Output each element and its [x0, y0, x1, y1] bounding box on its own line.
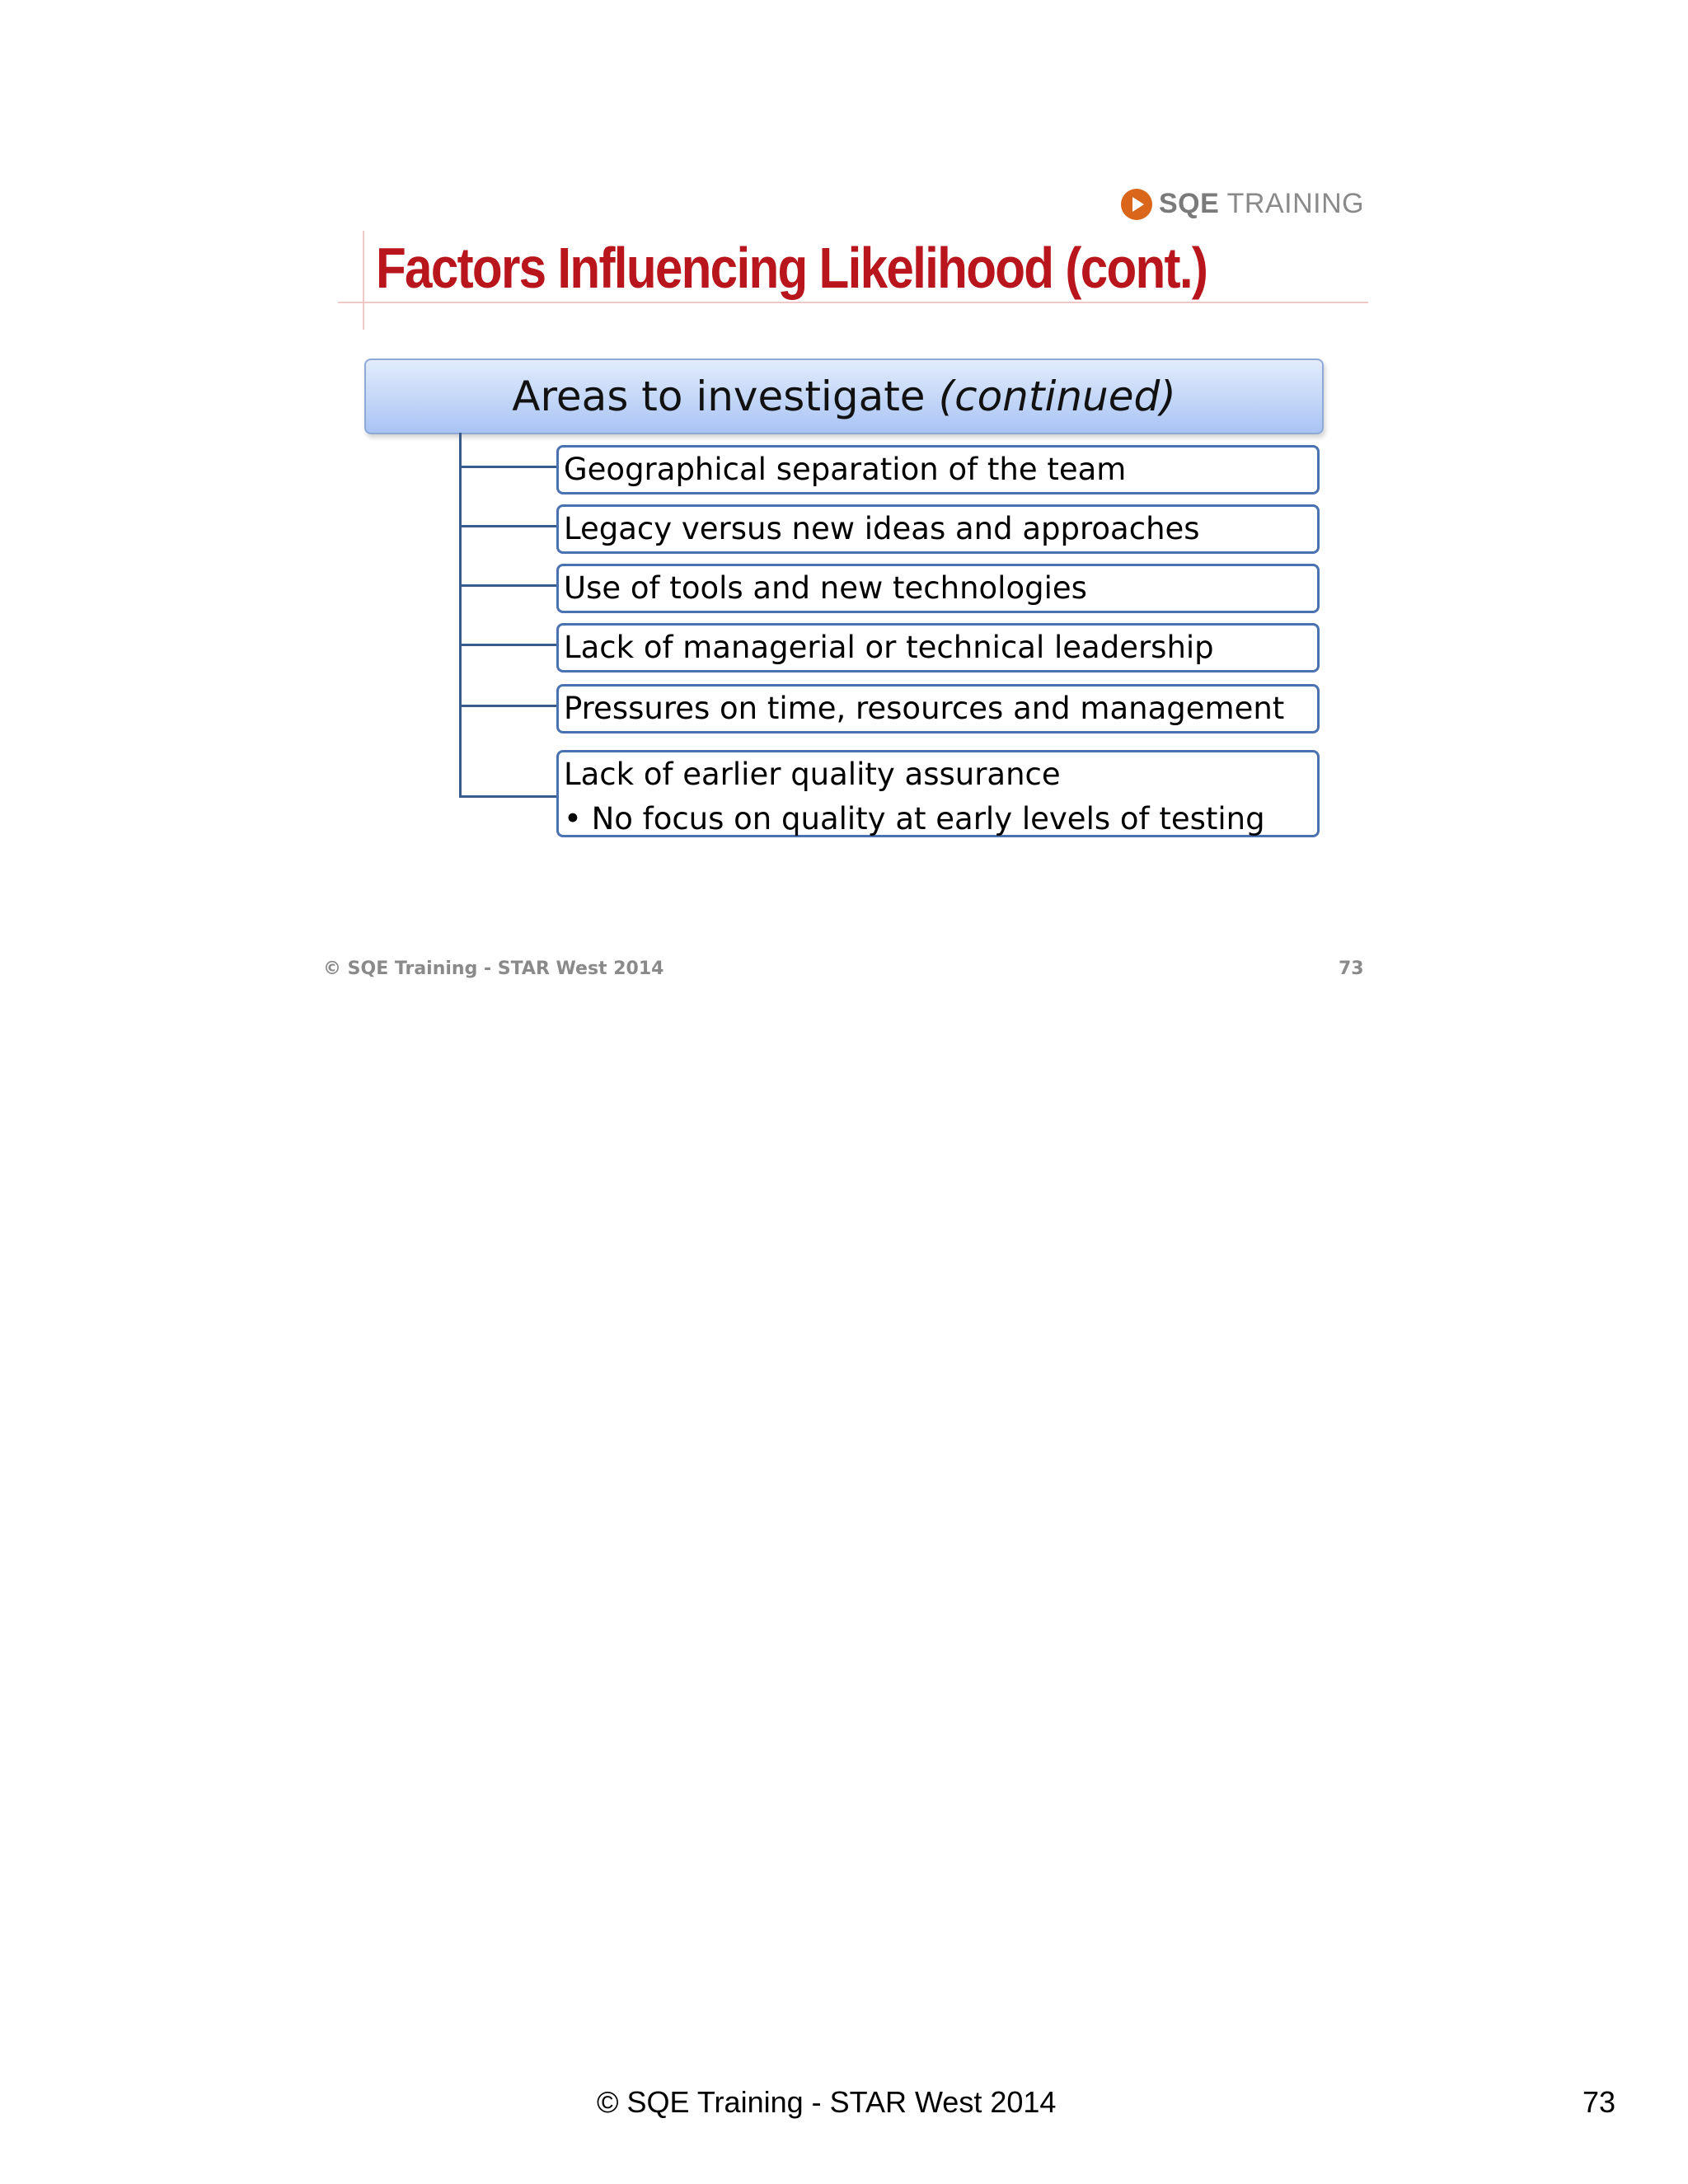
logo-suffix: TRAINING	[1226, 188, 1365, 219]
slide-title: Factors Influencing Likelihood (cont.)	[376, 236, 1207, 300]
slide-footer-page-number: 73	[1339, 958, 1364, 979]
list-item-text: Geographical separation of the team	[564, 452, 1127, 487]
list-item	[556, 623, 1320, 673]
page-footer-copyright: © SQE Training - STAR West 2014	[597, 2085, 1057, 2119]
slide	[313, 173, 1385, 997]
areas-header-box	[364, 359, 1324, 434]
list-item-text: Lack of managerial or technical leadership	[564, 630, 1214, 665]
title-horizontal-rule	[338, 302, 1368, 303]
list-item	[556, 684, 1320, 733]
list-item-text: Pressures on time, resources and management	[564, 691, 1285, 726]
tree-connector-branch	[459, 644, 558, 646]
tree-connector-branch	[459, 525, 558, 527]
list-item	[556, 564, 1320, 613]
title-vertical-rule	[363, 231, 364, 330]
list-item	[556, 445, 1320, 494]
header-emphasis-text: (continued)	[938, 373, 1176, 420]
tree-connector-branch	[459, 705, 558, 707]
header-main-text: Areas to investigate	[512, 373, 926, 420]
page-footer-page-number: 73	[1582, 2085, 1616, 2119]
sqe-training-logo	[1121, 188, 1364, 220]
tree-connector-branch	[459, 466, 558, 468]
list-item	[556, 750, 1320, 837]
tree-connector-vertical	[459, 433, 462, 798]
tree-connector-branch	[459, 795, 558, 798]
list-item-text: Lack of earlier quality assurance	[564, 757, 1061, 792]
list-item-text: Legacy versus new ideas and approaches	[564, 511, 1200, 546]
list-item	[556, 504, 1320, 554]
logo-brand: SQE	[1159, 188, 1220, 219]
logo-text	[1159, 188, 1364, 220]
tree-connector-branch	[459, 584, 558, 587]
slide-footer-copyright: © SQE Training - STAR West 2014	[323, 958, 664, 979]
play-icon	[1121, 189, 1152, 220]
list-item-bullet: • No focus on quality at early levels of testing	[564, 801, 1265, 837]
list-item-text: Use of tools and new technologies	[564, 570, 1087, 606]
